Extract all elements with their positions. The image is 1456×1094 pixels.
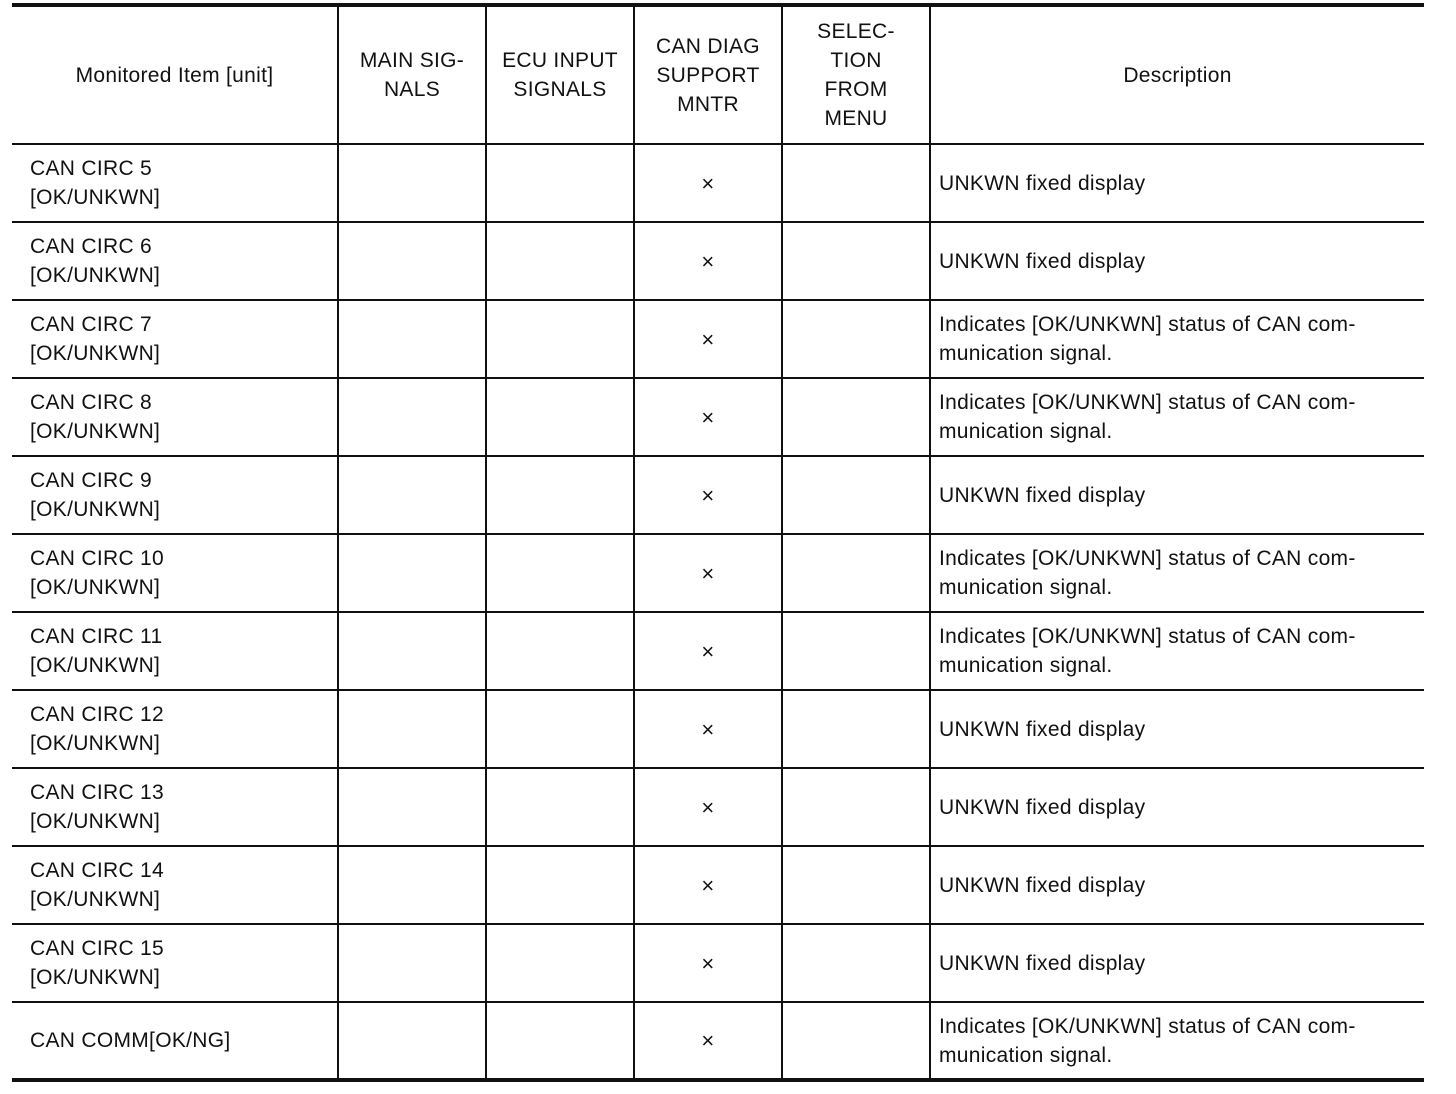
- cell-ecu-input-signals: [486, 378, 634, 456]
- cell-selection-from-menu: [782, 534, 930, 612]
- table-row: [12, 300, 1424, 378]
- header-description: Description: [930, 5, 1424, 144]
- cell-monitored-item: CAN CIRC 13 [OK/UNKWN]: [12, 768, 338, 846]
- cell-description: Indicates [OK/UNKWN] status of CAN com- munication signal.: [930, 612, 1424, 690]
- cell-main-signals: [338, 768, 486, 846]
- table-row: [12, 846, 1424, 924]
- monitor-table-container: [12, 3, 1424, 1082]
- table-body: [12, 144, 1424, 1080]
- cell-description: UNKWN fixed display: [930, 924, 1424, 1002]
- cell-ecu-input-signals: [486, 690, 634, 768]
- cell-monitored-item: CAN CIRC 14 [OK/UNKWN]: [12, 846, 338, 924]
- cell-selection-from-menu: [782, 222, 930, 300]
- cell-description: UNKWN fixed display: [930, 144, 1424, 222]
- cell-monitored-item: CAN COMM[OK/NG]: [12, 1002, 338, 1080]
- cell-can-diag-support: ×: [634, 1002, 782, 1080]
- table-row: [12, 456, 1424, 534]
- table-row: [12, 768, 1424, 846]
- cell-main-signals: [338, 144, 486, 222]
- cell-monitored-item: CAN CIRC 12 [OK/UNKWN]: [12, 690, 338, 768]
- header-monitored-item: Monitored Item [unit]: [12, 5, 338, 144]
- cell-selection-from-menu: [782, 378, 930, 456]
- cell-can-diag-support: ×: [634, 222, 782, 300]
- header-selection-from-menu: SELEC- TION FROM MENU: [782, 5, 930, 144]
- cell-selection-from-menu: [782, 456, 930, 534]
- cell-monitored-item: CAN CIRC 9 [OK/UNKWN]: [12, 456, 338, 534]
- cell-ecu-input-signals: [486, 846, 634, 924]
- header-can-diag-support-mntr: CAN DIAG SUPPORT MNTR: [634, 5, 782, 144]
- cell-monitored-item: CAN CIRC 6 [OK/UNKWN]: [12, 222, 338, 300]
- table-row: [12, 924, 1424, 1002]
- table-row: [12, 534, 1424, 612]
- cell-description: Indicates [OK/UNKWN] status of CAN com- munication signal.: [930, 534, 1424, 612]
- monitor-items-table: [12, 3, 1424, 1082]
- cell-ecu-input-signals: [486, 924, 634, 1002]
- cell-ecu-input-signals: [486, 300, 634, 378]
- table-row: [12, 378, 1424, 456]
- cell-can-diag-support: ×: [634, 846, 782, 924]
- cell-ecu-input-signals: [486, 222, 634, 300]
- table-row: [12, 222, 1424, 300]
- cell-selection-from-menu: [782, 144, 930, 222]
- table-row: [12, 612, 1424, 690]
- cell-ecu-input-signals: [486, 1002, 634, 1080]
- cell-main-signals: [338, 456, 486, 534]
- cell-monitored-item: CAN CIRC 5 [OK/UNKWN]: [12, 144, 338, 222]
- cell-ecu-input-signals: [486, 144, 634, 222]
- cell-selection-from-menu: [782, 690, 930, 768]
- cell-description: Indicates [OK/UNKWN] status of CAN com- munication signal.: [930, 300, 1424, 378]
- cell-monitored-item: CAN CIRC 10 [OK/UNKWN]: [12, 534, 338, 612]
- cell-selection-from-menu: [782, 612, 930, 690]
- cell-description: Indicates [OK/UNKWN] status of CAN com- munication signal.: [930, 1002, 1424, 1080]
- table-row: [12, 1002, 1424, 1080]
- table-header-row: [12, 5, 1424, 144]
- table-row: [12, 144, 1424, 222]
- cell-can-diag-support: ×: [634, 378, 782, 456]
- cell-ecu-input-signals: [486, 456, 634, 534]
- table-row: [12, 690, 1424, 768]
- cell-can-diag-support: ×: [634, 456, 782, 534]
- cell-monitored-item: CAN CIRC 15 [OK/UNKWN]: [12, 924, 338, 1002]
- header-main-signals: MAIN SIG- NALS: [338, 5, 486, 144]
- cell-can-diag-support: ×: [634, 612, 782, 690]
- cell-description: Indicates [OK/UNKWN] status of CAN com- munication signal.: [930, 378, 1424, 456]
- cell-can-diag-support: ×: [634, 690, 782, 768]
- cell-ecu-input-signals: [486, 768, 634, 846]
- cell-main-signals: [338, 1002, 486, 1080]
- cell-description: UNKWN fixed display: [930, 690, 1424, 768]
- cell-can-diag-support: ×: [634, 924, 782, 1002]
- cell-description: UNKWN fixed display: [930, 768, 1424, 846]
- cell-monitored-item: CAN CIRC 7 [OK/UNKWN]: [12, 300, 338, 378]
- cell-selection-from-menu: [782, 1002, 930, 1080]
- cell-can-diag-support: ×: [634, 300, 782, 378]
- cell-main-signals: [338, 222, 486, 300]
- cell-can-diag-support: ×: [634, 144, 782, 222]
- cell-monitored-item: CAN CIRC 11 [OK/UNKWN]: [12, 612, 338, 690]
- cell-description: UNKWN fixed display: [930, 846, 1424, 924]
- cell-selection-from-menu: [782, 300, 930, 378]
- cell-ecu-input-signals: [486, 612, 634, 690]
- cell-selection-from-menu: [782, 768, 930, 846]
- cell-main-signals: [338, 690, 486, 768]
- header-ecu-input-signals: ECU INPUT SIGNALS: [486, 5, 634, 144]
- cell-main-signals: [338, 378, 486, 456]
- cell-description: UNKWN fixed display: [930, 222, 1424, 300]
- cell-description: UNKWN fixed display: [930, 456, 1424, 534]
- cell-main-signals: [338, 612, 486, 690]
- cell-monitored-item: CAN CIRC 8 [OK/UNKWN]: [12, 378, 338, 456]
- cell-can-diag-support: ×: [634, 768, 782, 846]
- cell-main-signals: [338, 924, 486, 1002]
- cell-main-signals: [338, 534, 486, 612]
- cell-ecu-input-signals: [486, 534, 634, 612]
- cell-selection-from-menu: [782, 846, 930, 924]
- cell-selection-from-menu: [782, 924, 930, 1002]
- cell-main-signals: [338, 300, 486, 378]
- cell-main-signals: [338, 846, 486, 924]
- cell-can-diag-support: ×: [634, 534, 782, 612]
